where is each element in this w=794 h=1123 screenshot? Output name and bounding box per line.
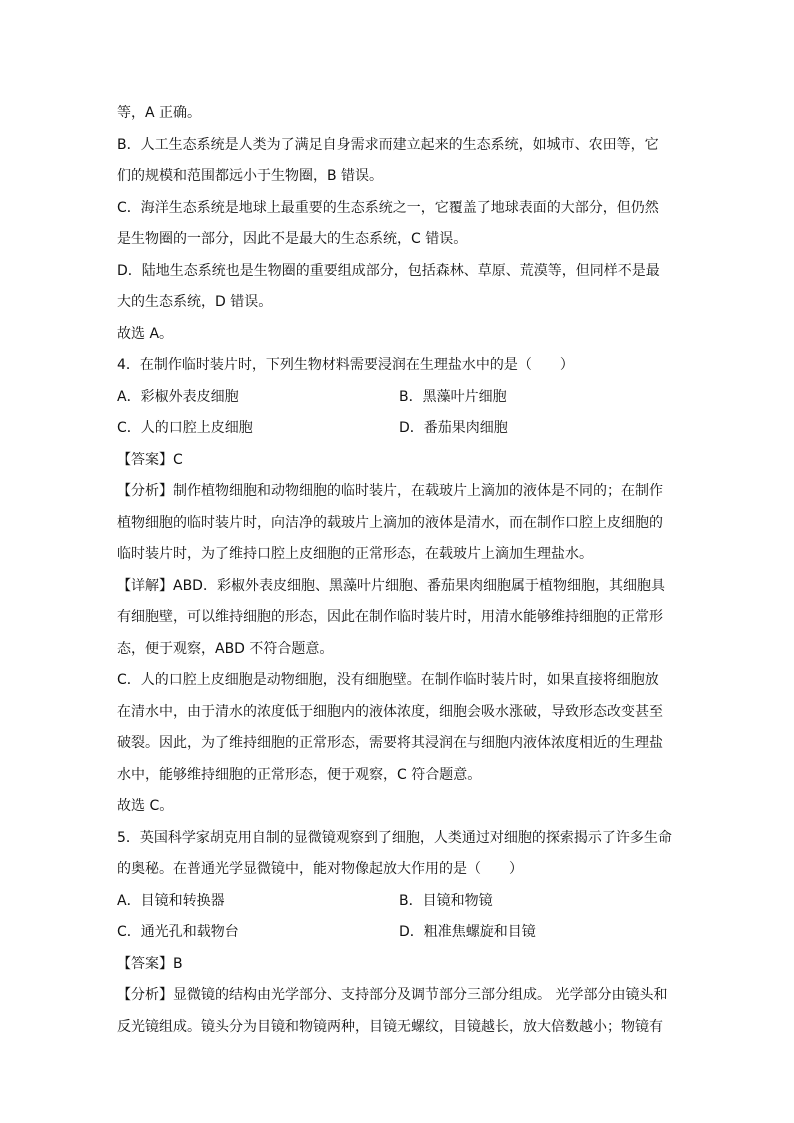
option-d: D．番茄果肉细胞 (399, 420, 508, 436)
detail-line: 有细胞壁，可以维持细胞的形态，因此在制作临时装片时，用清水能够维持细胞的正常形 (117, 609, 663, 625)
options-row (117, 917, 682, 949)
text-line: D．陆地生态系统也是生物圈的重要组成部分，包括森林、草原、荒漠等，但同样不是最 (117, 262, 660, 279)
text-line: 是生物圈的一部分，因此不是最大的生态系统，C 错误。 (117, 231, 468, 247)
conclusion-line: 故选 A。 (117, 325, 174, 342)
detail-line: 态，便于观察，ABD 不符合题意。 (117, 640, 334, 657)
q3-explanation-continued (117, 98, 682, 350)
analysis-line: 反光镜组成。镜头分为目镜和物镜两种，目镜无螺纹，目镜越长，放大倍数越小；物镜有 (117, 1018, 663, 1035)
option-c: C．人的口腔上皮细胞 (117, 420, 253, 436)
question-5 (117, 823, 682, 1044)
options-row (117, 382, 682, 414)
option-b: B．黑藻叶片细胞 (399, 388, 507, 405)
text-line: 等，A 正确。 (117, 105, 202, 121)
page-content (117, 98, 682, 1043)
option-c: C．通光孔和载物台 (117, 924, 239, 940)
options-row (117, 413, 682, 445)
analysis-line: 【分析】显微镜的结构由光学部分、支持部分及调节部分三部分组成。 光学部分由镜头和 (117, 987, 668, 1003)
question-4 (117, 350, 682, 823)
option-b: B．目镜和物镜 (399, 892, 493, 909)
question-stem: 的奥秘。在普通光学显微镜中，能对物像起放大作用的是（ ） (117, 861, 523, 877)
text-line: 们的规模和范围都远小于生物圈，B 错误。 (117, 168, 384, 184)
detail-line: C．人的口腔上皮细胞是动物细胞，没有细胞壁。在制作临时装片时，如果直接将细胞放 (117, 672, 659, 688)
analysis-line: 临时装片时，为了维持口腔上皮细胞的正常形态，在载玻片上滴加生理盐水。 (117, 546, 593, 562)
option-a: A．彩椒外表皮细胞 (117, 388, 239, 405)
detail-line: 破裂。因此，为了维持细胞的正常形态，需要将其浸润在与细胞内液体浓度相近的生理盐 (117, 735, 663, 751)
analysis-line: 【分析】制作植物细胞和动物细胞的临时装片，在载玻片上滴加的液体是不同的；在制作 (117, 483, 663, 499)
conclusion-line: 故选 C。 (117, 798, 174, 814)
text-line: C．海洋生态系统是地球上最重要的生态系统之一，它覆盖了地球表面的大部分，但仍然 (117, 199, 659, 216)
answer-line: 【答案】C (117, 451, 183, 468)
detail-line: 水中，能够维持细胞的正常形态，便于观察，C 符合题意。 (117, 766, 482, 783)
text-line: 大的生态系统，D 错误。 (117, 294, 273, 310)
analysis-line: 植物细胞的临时装片时，向洁净的载玻片上滴加的液体是清水，而在制作口腔上皮细胞的 (117, 514, 663, 531)
question-stem: 4．在制作临时装片时，下列生物材料需要浸润在生理盐水中的是（ ） (117, 357, 574, 373)
option-d: D．粗准焦螺旋和目镜 (399, 924, 536, 940)
answer-line: 【答案】B (117, 955, 183, 972)
detail-line: 【详解】ABD．彩椒外表皮细胞、黑藻叶片细胞、番茄果肉细胞属于植物细胞，其细胞具 (117, 577, 665, 594)
text-line: B．人工生态系统是人类为了满足自身需求而建立起来的生态系统，如城市、农田等，它 (117, 136, 659, 153)
options-row (117, 886, 682, 918)
detail-line: 在清水中，由于清水的浓度低于细胞内的液体浓度，细胞会吸水涨破，导致形态改变甚至 (117, 703, 663, 720)
option-a: A．目镜和转换器 (117, 892, 225, 909)
question-stem: 5．英国科学家胡克用自制的显微镜观察到了细胞，人类通过对细胞的探索揭示了许多生命 (117, 829, 672, 846)
